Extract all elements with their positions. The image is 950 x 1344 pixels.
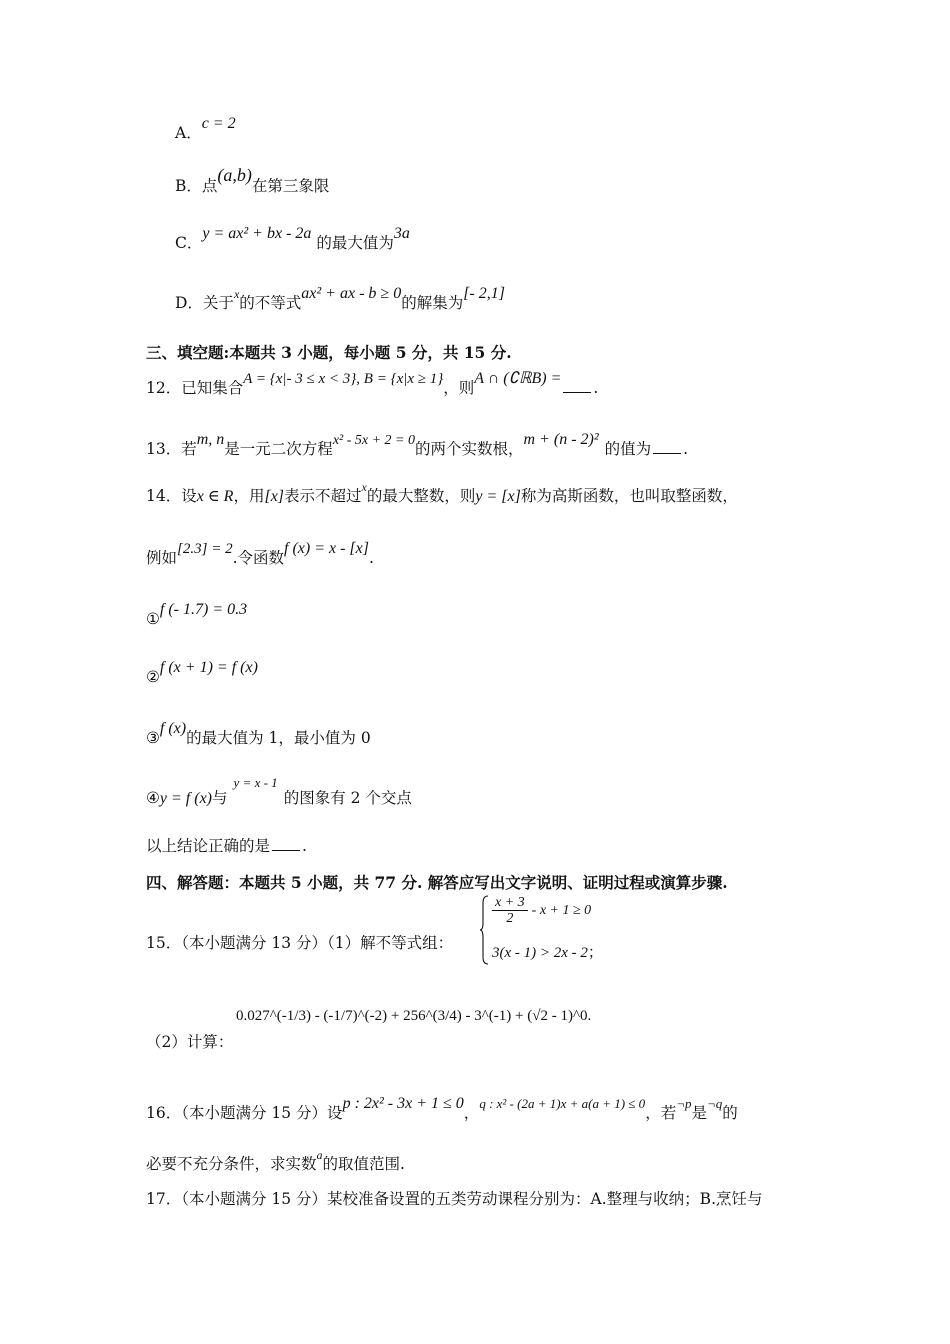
question-13: 13．若m, n是一元二次方程x² - 5x + 2 = 0的两个实数根，m + (n - 2)²的值为 . (146, 431, 689, 458)
question-17: 17．（本小题满分 15 分）某校准备设置的五类劳动课程分别为：A.整理与收纳；B.烹饪与 (146, 1190, 763, 1208)
question-16-line-2: 必要不充分条件，求实数$^a$的取值范围. (146, 1148, 405, 1173)
calculation-expression: 0.027^(-1/3) - (-1/7)^(-2) + 256^(3/4) - 3^(-1) + (√2 - 1)^0. (236, 1008, 592, 1024)
option-d-math: ax² + ax - b ≥ 0 (301, 285, 402, 302)
statement-3: ③f (x)的最大值为 1，最小值为 0 (146, 720, 371, 747)
answer-blank (272, 848, 300, 851)
question-12: 12．已知集合A = {x|- 3 ≤ x < 3}, B = {x|x ≥ 1}，则A ∩ (∁ℝB) =. (146, 370, 599, 397)
question-14-conclusion: 以上结论正确的是 . (146, 837, 307, 855)
question-15-part-1: 15．（本小题满分 13 分）（1）解不等式组： (146, 934, 454, 952)
question-14-line-1: 14．设x ∈ R，用[x]表示不超过$^x$的最大整数，则y = [x]称为高斯函数，也叫取整函数， (146, 480, 738, 505)
statement-2: ②f (x + 1) = f (x) (146, 659, 258, 686)
statement-4: ④y = f (x)与$^{y = x - 1}$的图象有 2 个交点 (146, 775, 412, 807)
option-b: B．点(a,b)在第三象限 (175, 165, 330, 195)
fraction: $\frac{x + 3}{2}$ (492, 895, 528, 927)
section-4-title: 四、解答题：本题共 5 小题，共 77 分. 解答应写出文字说明、证明过程或演算步骤. (146, 873, 728, 892)
left-brace (480, 895, 490, 965)
answer-blank (653, 451, 681, 454)
option-c-math: y = ax² + bx - 2a (202, 225, 312, 242)
option-a-math: c = 2 (201, 115, 236, 132)
option-a: A．c = 2 (175, 115, 236, 142)
question-15-part-2: （2）计算： (146, 1033, 234, 1051)
option-b-math: (a,b) (217, 165, 252, 185)
option-d: D．关于$^x$的不等式ax² + ax - b ≥ 0的解集为[- 2,1] (175, 285, 505, 312)
inequality-system: $\frac{x + 3}{2}$ - x + 1 ≥ 0 3(x - 1) > 2x - 2； (480, 895, 680, 967)
question-14-line-2: 例如[2.3] = 2.令函数f (x) = x - [x]. (146, 540, 374, 567)
option-c: C．y = ax² + bx - 2a 的最大值为3a (175, 225, 410, 252)
statement-1: ①f (- 1.7) = 0.3 (146, 601, 248, 628)
section-3-title: 三、填空题:本题共 3 小题，每小题 5 分，共 15 分. (146, 343, 512, 362)
question-16-line-1: 16．（本小题满分 15 分）设p : 2x² - 3x + 1 ≤ 0，$^{q : x^2 - (2a + 1)x + a(a + 1) \le 0}$，若$^{\neg p}$是$^{\neg q}$的 (146, 1095, 738, 1122)
answer-blank (563, 390, 591, 393)
